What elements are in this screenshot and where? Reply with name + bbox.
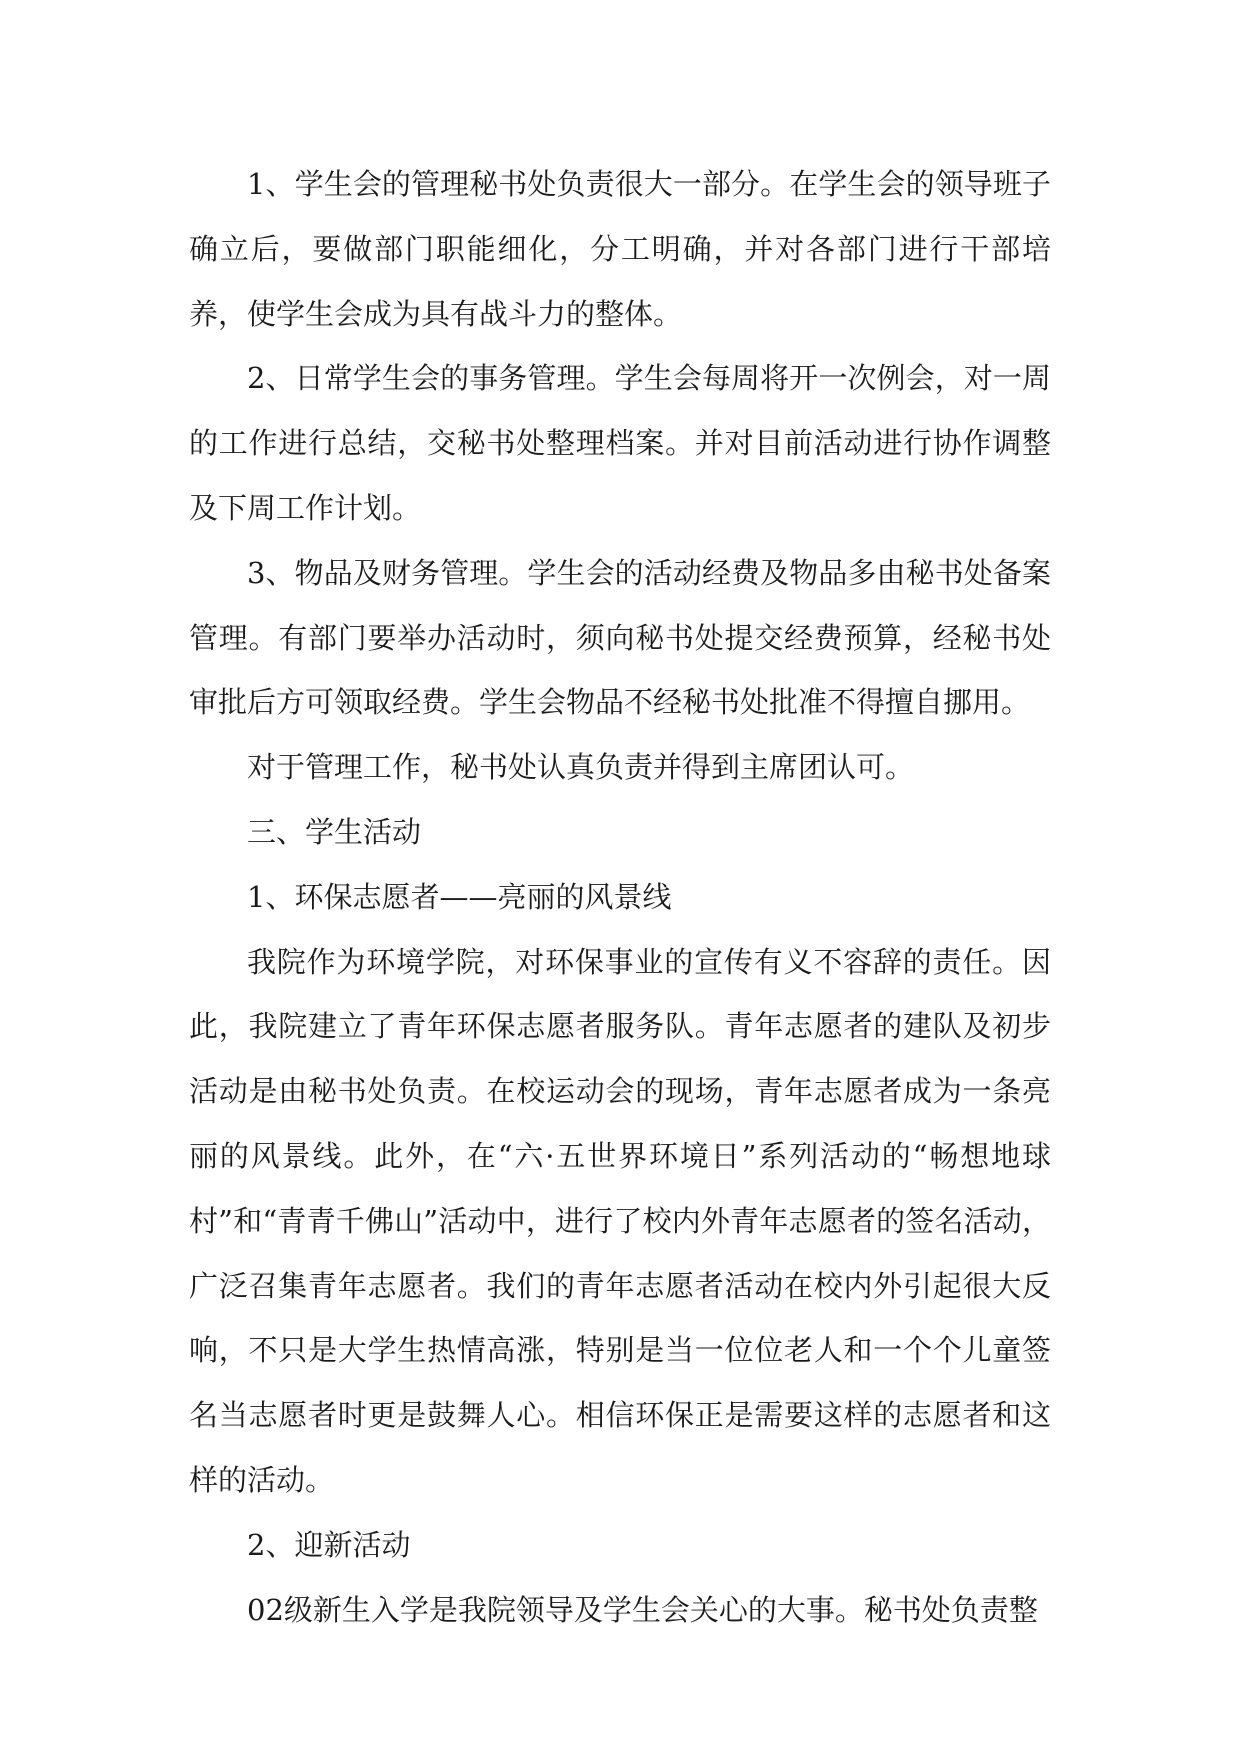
paragraph-6: 02级新生入学是我院领导及学生会关心的大事。秘书处负责整 bbox=[247, 1592, 1038, 1627]
section-heading: 三、学生活动 bbox=[247, 814, 422, 849]
paragraph-2: 2、日常学生会的事务管理。学生会每周将开一次例会，对一周的工作进行总结，交秘书处整理档案。并对目前活动进行协作调整及下周工作计划。 bbox=[189, 361, 1051, 525]
subsection-heading-1: 1、环保志愿者——亮丽的风景线 bbox=[247, 879, 672, 914]
document-body bbox=[189, 152, 1051, 1642]
paragraph-4: 对于管理工作，秘书处认真负责并得到主席团认可。 bbox=[247, 750, 915, 785]
paragraph-1: 1、学生会的管理秘书处负责很大一部分。在学生会的领导班子确立后，要做部门职能细化，分工明确，并对各部门进行干部培养，使学生会成为具有战斗力的整体。 bbox=[189, 167, 1051, 331]
subsection-heading-2: 2、迎新活动 bbox=[247, 1527, 411, 1562]
paragraph-3: 3、物品及财务管理。学生会的活动经费及物品多由秘书处备案管理。有部门要举办活动时，须向秘书处提交经费预算，经秘书处审批后方可领取经费。学生会物品不经秘书处批准不得擅自挪用。 bbox=[189, 555, 1051, 720]
paragraph-5: 我院作为环境学院，对环保事业的宣传有义不容辞的责任。因此，我院建立了青年环保志愿者服务队。青年志愿者的建队及初步活动是由秘书处负责。在校运动会的现场，青年志愿者成为一条亮丽的风景线。此外，在“六·五世界环境日”系列活动的“畅想地球村”和“青青千佛山”活动中，进行了校内外青年志愿者的签名活动，广泛召集青年志愿者。我们的青年志愿者活动在校内外引起很大反响，不只是大学生热情高涨，特别是当一位位老人和一个个儿童签名当志愿者时更是鼓舞人心。相信环保正是需要这样的志愿者和这样的活动。 bbox=[189, 944, 1051, 1497]
